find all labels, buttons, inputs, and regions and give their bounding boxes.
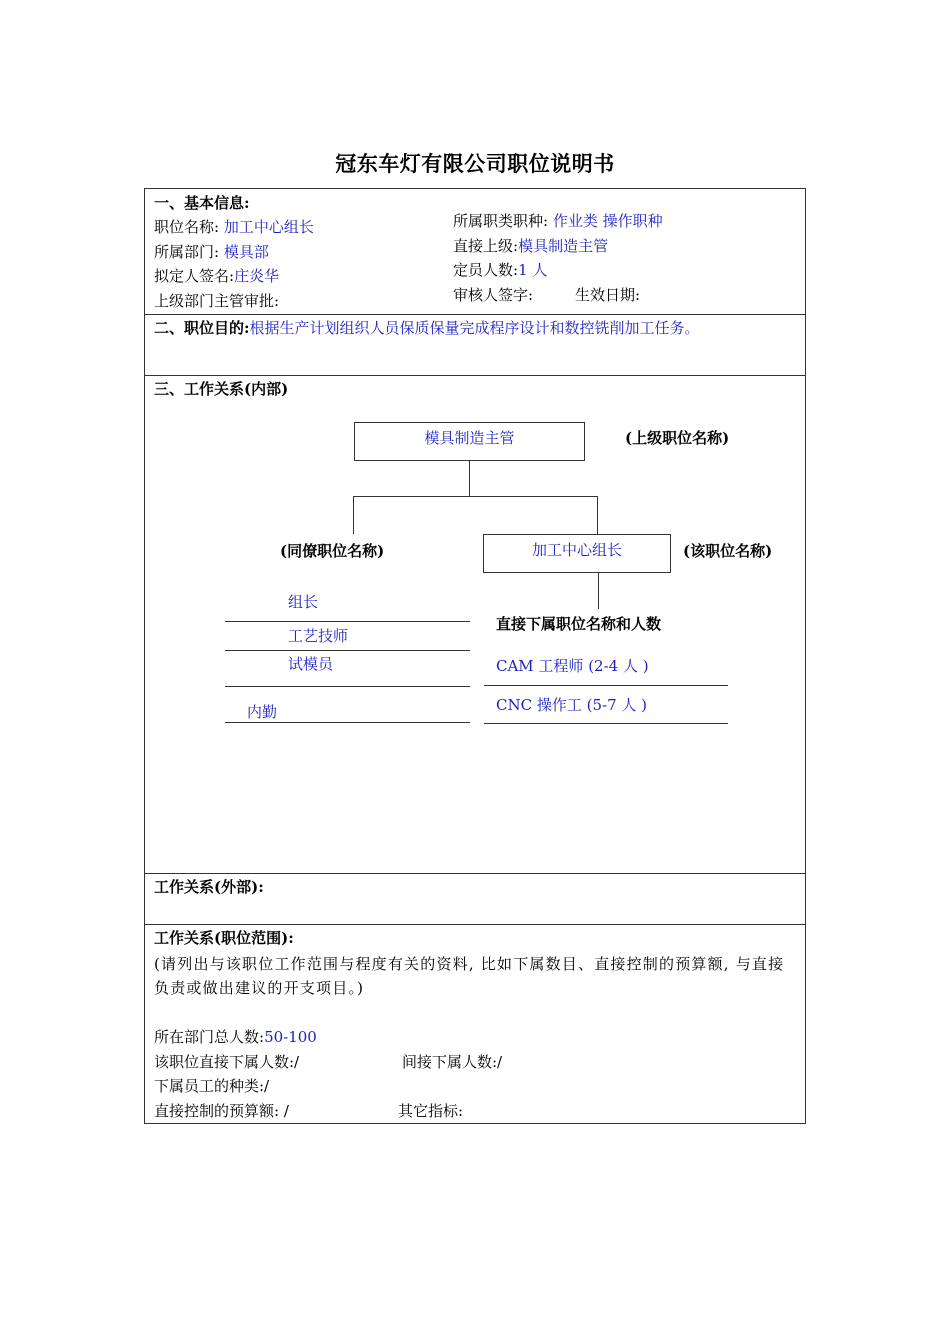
self-position-tag: (该职位名称) (683, 542, 773, 560)
dept-total-label: 所在部门总人数: (154, 1028, 265, 1046)
position-name-row (154, 217, 314, 237)
basic-info-heading: 一、基本信息: (154, 194, 250, 212)
subordinate-item: CAM 工程师 (2-4 人 ) (496, 657, 649, 675)
position-name-value: 加工中心组长 (223, 218, 314, 236)
indirect-sub-label: 间接下属人数:/ (402, 1053, 503, 1071)
dept-total-row (154, 1027, 317, 1047)
subordinates-heading: 直接下属职位名称和人数 (496, 615, 662, 633)
org-connector-line (598, 572, 599, 609)
other-indicators-label: 其它指标: (398, 1102, 464, 1120)
self-position-box: 加工中心组长 (483, 534, 671, 573)
purpose-text: 根据生产计划组织人员保质保量完成程序设计和数控铣削加工任务。 (249, 319, 700, 337)
org-connector-line (597, 496, 598, 534)
subordinate-underline (484, 685, 728, 686)
job-category-label: 所属职类职种: (453, 212, 553, 230)
drafter-value: 庄炎华 (234, 267, 280, 285)
department-value: 模具部 (223, 243, 269, 261)
effective-date-label: 生效日期: (575, 286, 641, 304)
superior-approval-label: 上级部门主管审批: (154, 292, 280, 310)
direct-superior-label: 直接上级: (453, 237, 519, 255)
row-divider (145, 873, 805, 874)
job-category-row (453, 211, 663, 231)
peer-underline (225, 686, 470, 687)
drafter-row (154, 266, 279, 286)
subordinate-item: CNC 操作工 (5-7 人 ) (496, 696, 648, 714)
reviewer-label: 审核人签字: (453, 286, 534, 304)
job-description-table (144, 188, 806, 1124)
headcount-label: 定员人数: (453, 261, 519, 279)
department-label: 所属部门: (154, 243, 224, 261)
purpose-row (154, 318, 700, 338)
superior-position-tag: (上级职位名称) (625, 429, 730, 447)
row-divider (145, 314, 805, 315)
headcount-value: 1 人 (518, 261, 548, 279)
row-divider (145, 375, 805, 376)
peer-position-tag: (同僚职位名称) (280, 542, 385, 560)
row-divider (145, 924, 805, 925)
peer-item: 内勤 (247, 703, 278, 721)
external-relations-heading: 工作关系(外部): (154, 878, 264, 896)
direct-superior-value: 模具制造主管 (518, 237, 609, 255)
department-row (154, 242, 269, 262)
subordinate-underline (484, 723, 728, 724)
org-connector-line (353, 496, 598, 497)
budget-label: 直接控制的预算额: / (154, 1102, 289, 1120)
position-name-label: 职位名称: (154, 218, 224, 236)
document-title: 冠东车灯有限公司职位说明书 (335, 151, 615, 176)
drafter-label: 拟定人签名: (154, 267, 235, 285)
sub-types-label: 下属员工的种类:/ (154, 1077, 270, 1095)
peer-item: 组长 (288, 593, 319, 611)
direct-sub-label: 该职位直接下属人数:/ (154, 1053, 300, 1071)
internal-relations-heading: 三、工作关系(内部) (154, 380, 289, 398)
peer-underline (225, 650, 470, 651)
purpose-heading: 二、职位目的: (154, 319, 250, 337)
scope-note-line-1: (请列出与该职位工作范围与程度有关的资料, 比如下属数目、直接控制的预算额, 与直接 (154, 955, 785, 973)
peer-underline (225, 722, 470, 723)
peer-item: 试模员 (288, 655, 334, 673)
dept-total-value: 50-100 (264, 1028, 317, 1046)
peer-item: 工艺技师 (288, 627, 349, 645)
scope-heading: 工作关系(职位范围): (154, 929, 294, 947)
scope-note-line-2: 负责或做出建议的开支项目。) (154, 979, 365, 997)
peer-underline (225, 621, 470, 622)
org-connector-line (353, 496, 354, 534)
headcount-row (453, 260, 547, 280)
direct-superior-row (453, 236, 608, 256)
org-connector-line (469, 460, 470, 496)
job-category-value: 作业类 操作职种 (552, 212, 663, 230)
superior-position-box: 模具制造主管 (354, 422, 585, 461)
